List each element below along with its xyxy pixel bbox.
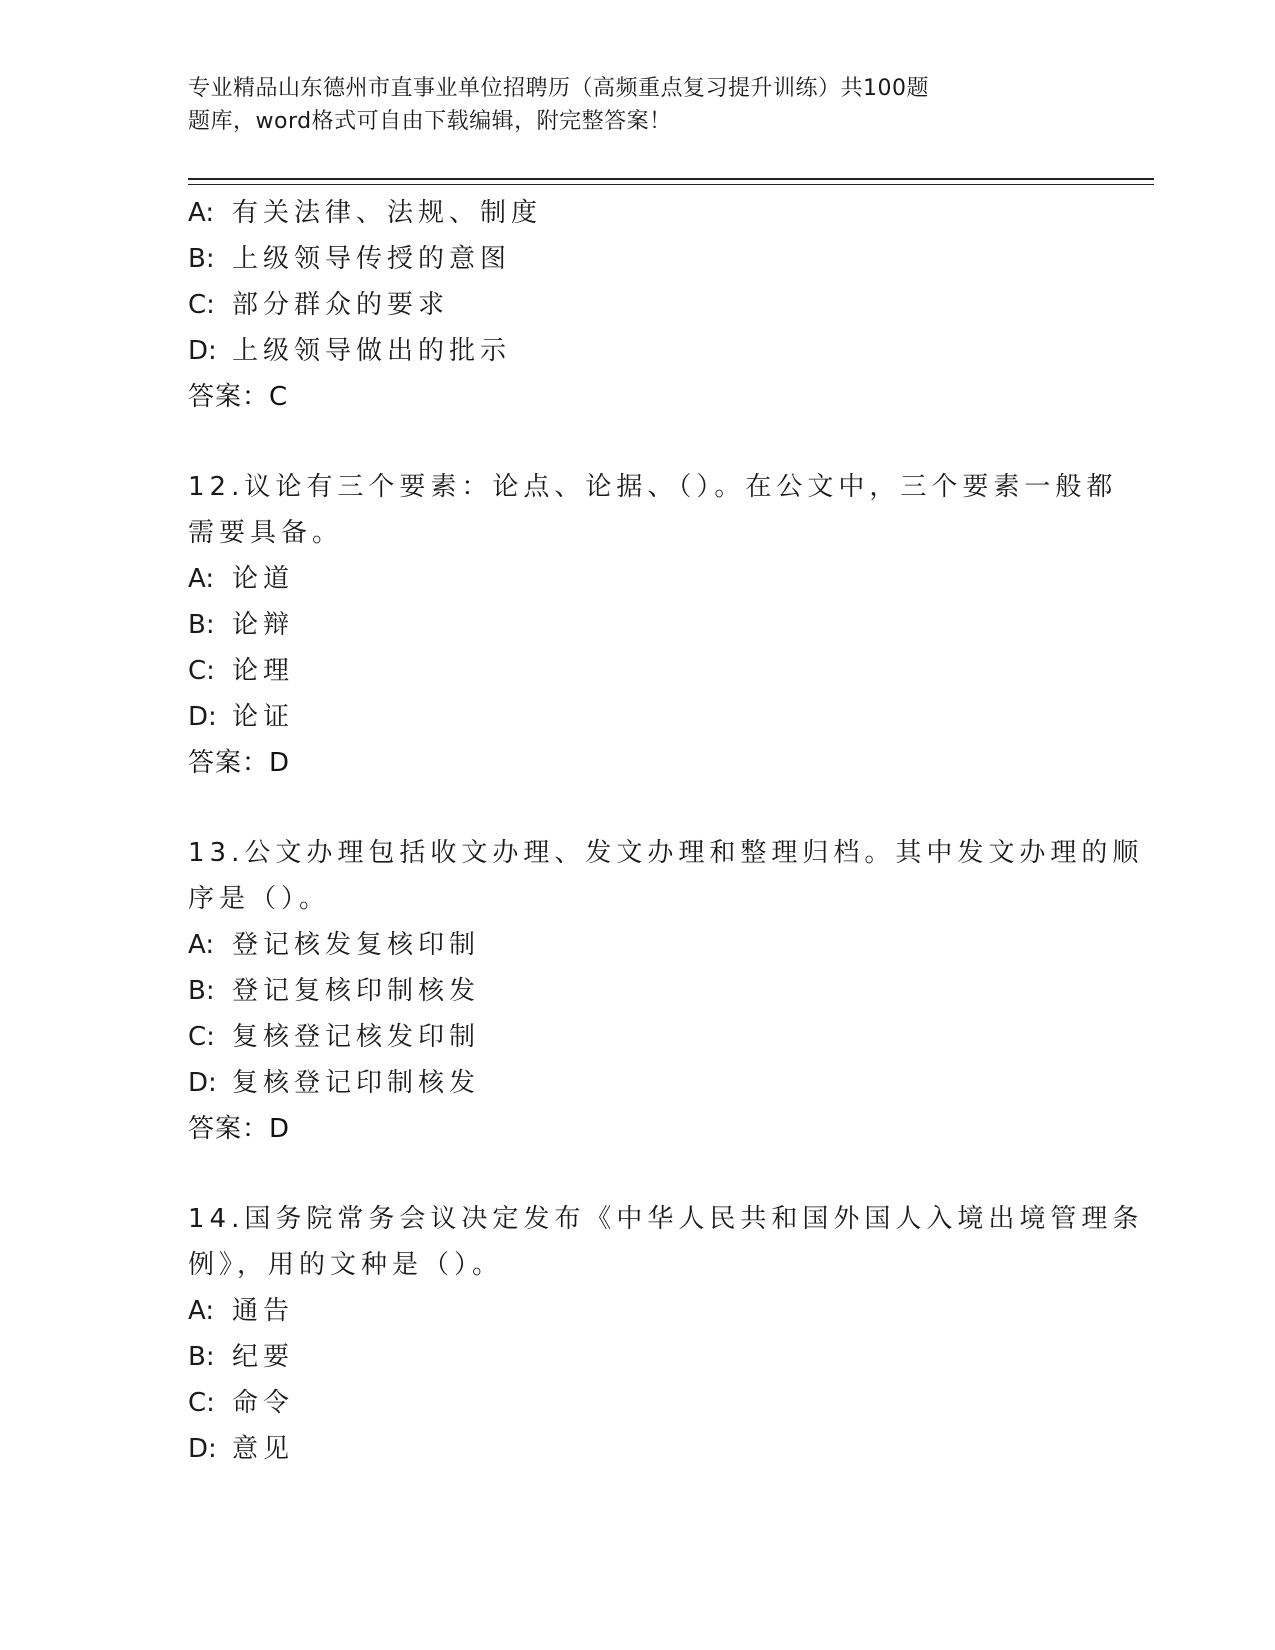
option-key: D: [188, 336, 217, 366]
option-c [188, 648, 1088, 694]
answer-line: 答案：D [188, 1114, 291, 1144]
option-key: B: [188, 610, 215, 640]
option-b [188, 236, 1088, 282]
option-d [188, 328, 1088, 374]
option-key: A: [188, 1296, 215, 1326]
option-b [188, 1334, 1088, 1380]
option-a [188, 556, 1088, 602]
option-c [188, 282, 1088, 328]
option-text: 意见 [232, 1434, 295, 1464]
option-text: 有关法律、法规、制度 [232, 198, 543, 228]
option-text: 复核登记印制核发 [232, 1068, 481, 1098]
option-text: 登记复核印制核发 [232, 976, 481, 1006]
option-c [188, 1380, 1088, 1426]
question-text-line-2: 例》，用的文种是（）。 [188, 1250, 504, 1280]
question-text-line-2: 需要具备。 [188, 518, 344, 548]
document-body [188, 190, 1144, 1472]
question-text-line-1: 13.公文办理包括收文办理、发文办理和整理归档。其中发文办理的顺 [188, 838, 1144, 868]
option-key: B: [188, 976, 215, 1006]
option-key: A: [188, 564, 215, 594]
answer-line: 答案：D [188, 748, 291, 778]
option-key: C: [188, 656, 215, 686]
option-key: C: [188, 290, 215, 320]
option-text: 部分群众的要求 [232, 290, 450, 320]
question-text-line-1: 12.议论有三个要素：论点、论据、（）。在公文中，三个要素一般都 [188, 472, 1118, 502]
option-a [188, 1288, 1088, 1334]
option-text: 纪要 [232, 1342, 295, 1372]
option-d [188, 1060, 1088, 1106]
option-key: B: [188, 244, 215, 274]
option-key: C: [188, 1022, 215, 1052]
option-text: 论辩 [232, 610, 295, 640]
question-14 [188, 1196, 1144, 1472]
option-text: 上级领导做出的批示 [232, 336, 512, 366]
header-line-1: 专业精品山东德州市直事业单位招聘历（高频重点复习提升训练）共100题 [188, 76, 929, 101]
option-key: D: [188, 702, 217, 732]
option-key: A: [188, 198, 215, 228]
option-d [188, 1426, 1088, 1472]
option-a [188, 190, 1088, 236]
option-key: B: [188, 1342, 215, 1372]
option-key: C: [188, 1388, 215, 1418]
document-header [188, 72, 1018, 138]
question-13 [188, 830, 1144, 1152]
option-text: 复核登记核发印制 [232, 1022, 481, 1052]
option-key: D: [188, 1434, 217, 1464]
option-text: 论道 [232, 564, 295, 594]
answer-line: 答案：C [188, 382, 289, 412]
option-key: A: [188, 930, 215, 960]
option-text: 通告 [232, 1296, 295, 1326]
option-text: 上级领导传授的意图 [232, 244, 512, 274]
option-key: D: [188, 1068, 217, 1098]
option-b [188, 968, 1088, 1014]
option-text: 命令 [232, 1388, 295, 1418]
option-d [188, 694, 1088, 740]
question-12 [188, 464, 1118, 786]
option-text: 论理 [232, 656, 295, 686]
question-text-line-1: 14.国务院常务会议决定发布《中华人民共和国外国人入境出境管理条 [188, 1204, 1144, 1234]
option-c [188, 1014, 1088, 1060]
option-b [188, 602, 1088, 648]
option-a [188, 922, 1088, 968]
header-divider-thin [188, 184, 1154, 185]
question-text-line-2: 序是（）。 [188, 884, 331, 914]
option-text: 论证 [232, 702, 295, 732]
question-11 [188, 190, 1088, 420]
header-line-2: 题库，word格式可自由下载编辑，附完整答案！ [188, 109, 672, 134]
option-text: 登记核发复核印制 [232, 930, 481, 960]
header-divider-thick [188, 178, 1154, 180]
